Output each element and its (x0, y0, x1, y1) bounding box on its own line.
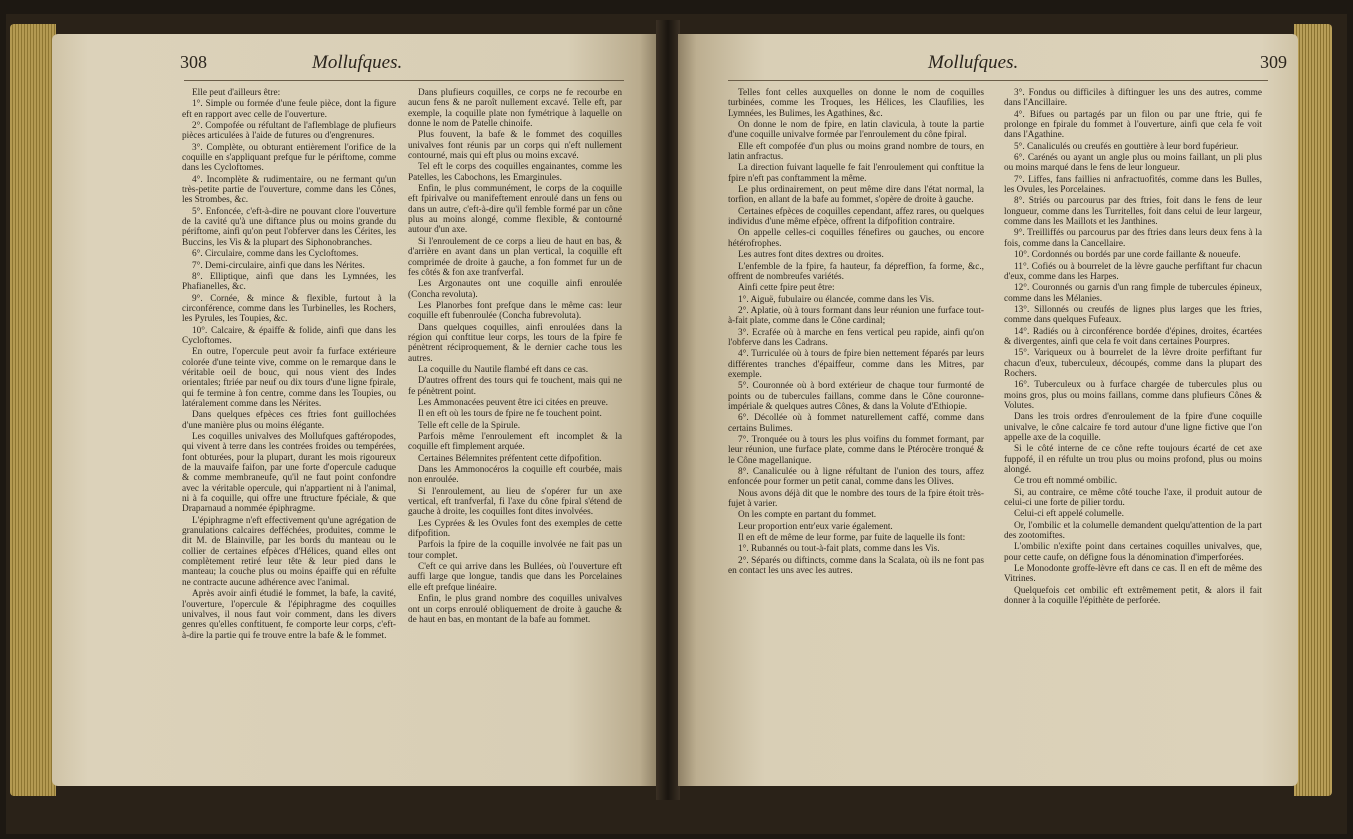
paragraph: 5°. Canaliculés ou creufés en gouttière à leur bord fupérieur. (1014, 141, 1239, 152)
paragraph: Enfin, le plus communément, le corps de la coquille eft fpirivalve ou manifeftement enroulé dans un fens ou dans un autre, c'eft-à-dire qu'il femble formé par un cône plus au moins alongé, comme flexible, & contourné autour d'un axe. (408, 184, 622, 236)
text-column-right (408, 88, 622, 626)
paragraph: On donne le nom de fpire, en latin clavicula, à toute la partie d'une coquille univalve formée par l'enroulement du cône fpiral. (728, 120, 984, 141)
paragraph: Le Monodonte groffe-lèvre eft dans ce cas. Il en eft de même des Vitrines. (1004, 564, 1262, 585)
paragraph: La coquille du Nautile flambé eft dans ce cas. (418, 364, 589, 375)
paragraph: 3°. Complète, ou obturant entièrement l'orifice de la coquille en s'appliquant prefque fur le périftome, comme dans les Cycloftomes. (182, 142, 396, 174)
paragraph: 3°. Ecrafée où à marche en fens vertical peu rapide, ainfi qu'on l'obferve dans les Cadrans. (728, 327, 984, 348)
paragraph: 7°. Liffes, fans faillies ni anfractuofités, comme dans les Bulles, les Ovules, les Porcelaines. (1004, 174, 1262, 196)
page-number: 309 (1260, 52, 1287, 72)
paragraph: Certaines Bélemnites préfentent cette difpofition. (418, 453, 602, 464)
paragraph: La direction fuivant laquelle fe fait l'enroulement qui conftitue la fpire n'eft pas conftamment la même. (728, 163, 984, 184)
paragraph: Le plus ordinairement, on peut même dire dans l'état normal, la torfion, en allant de la bafe au fommet, s'opère de droite à gauche. (728, 185, 984, 206)
paragraph: Nous avons déjà dit que le nombre des tours de la fpire étoit très-fujet à varier. (728, 488, 984, 510)
paragraph: 7°. Tronquée ou à tours les plus voifins du fommet formant, par leur réunion, une furface plate, comme dans le Ptérocère tronqué & le Cône magellanique. (728, 435, 984, 466)
paragraph: 2°. Compofée ou réfultant de l'aflemblage de plufieurs pièces articulées à l'aide de futures ou d'engrenures. (182, 121, 396, 142)
paragraph: Il en eft où les tours de fpire ne fe touchent point. (418, 409, 602, 420)
paragraph: 4°. Bifues ou partagés par un filon ou par une ftrie, qui fe prolonge en fpirale du fommet à l'ouverture, ainfi que cela fe voit dans l'Agathine. (1004, 109, 1262, 141)
paragraph: Les Planorbes font prefque dans le même cas: leur coquille eft fubenroulée (Concha fubrevoluta). (408, 300, 622, 322)
paragraph: 6°. Décollée où à fommet naturellement caffé, comme dans certains Bulimes. (728, 413, 984, 434)
paragraph: C'eft ce qui arrive dans les Bullées, où l'ouverture eft auffi large que longue, tandis que dans les Porcelaines elle eft prefque linéaire. (408, 562, 622, 593)
paragraph: Si, au contraire, ce même côté touche l'axe, il produit autour de celui-ci une forte de pilier tordu. (1004, 487, 1262, 509)
paragraph: Si le côté interne de ce cône refte toujours écarté de cet axe fuppofé, il en réfulte un trou plus ou moins profond, plus ou moins alongé. (1004, 444, 1262, 476)
paragraph: Après avoir ainfi étudié le fommet, la bafe, la cavité, l'ouverture, l'opercule & l'épiphragme des coquilles univalves, il nous faut voir comment, dans les divers genres qu'elles conftituent, fe comporte leur corps, c'eft-à-dire la partie qui fe trouve entre la bafe & le fommet. (182, 589, 396, 641)
paragraph: Ainfi cette fpire peut être: (738, 283, 835, 294)
text-column-left (728, 88, 984, 577)
paragraph: En outre, l'opercule peut avoir fa furface extérieure colorée d'une teinte vive, comme on le remarque dans le véritable oeil de bouc, qui nous vient des Indes orientales; ftriée par neuf ou dix tours d'une ligne fpirale, qui fe termine à fon centre, comme dans les Toupies, ou latéralement comme dans les Nérites. (182, 347, 396, 409)
running-head: Mollufques. (928, 52, 1019, 73)
paragraph: L'épiphragme n'eft effectivement qu'une agrégation de granulations calcaires defféchées, produites, comme le dit M. de Blainville, par les bords du manteau ou le collier de certaines efpèces d'Hélices, quand elles ont complètement retiré leur tête & leur pied dans le manteau; la couche plus ou moins épaiffe qui en réfulte ne contracte aucune adhérence avec l'animal. (182, 515, 396, 588)
text-column-left (182, 88, 396, 642)
paragraph: Les Ammonacées peuvent être ici citées en preuve. (418, 397, 608, 408)
paragraph: 4°. Incomplète & rudimentaire, ou ne fermant qu'un très-petite partie de l'ouverture, comme dans les Cônes, les Strombes, &c. (182, 174, 396, 206)
paragraph: Les coquilles univalves des Mollufques gaftéropodes, qui vivent à terre dans les contrées froides ou tempérées, font obturées, pour la plupart, durant les mois rigoureux de la mauvaife faifon, par une forte d'opercule caduque & comme membraneufe, qu'il ne faut point confondre avec la véritable opercule, qui n'appartient ni à l'animal, ni à fa coquille, qui offre une ftructure fpéciale, & que Draparnaud a nommée épiphragme. (182, 432, 396, 515)
paragraph: 2°. Séparés ou diftincts, comme dans la Scalata, où ils ne font pas en contact les uns avec les autres. (728, 555, 984, 577)
paragraph: Tel eft le corps des coquilles engainantes, comme les Patelles, les Cabochons, les Emarginules. (408, 162, 622, 183)
paragraph: Telles font celles auxquelles on donne le nom de coquilles turbinées, comme les Troques, les Hélices, les Claufilies, les Lymnées, les Bulimes, les Agathines, &c. (728, 88, 984, 119)
paragraph: Si l'enroulement de ce corps a lieu de haut en bas, & d'arrière en avant dans un plan vertical, la coquille eft comprimée de droite à gauche, a fon fommet fur un de fes côtés & fon axe tranfverfal. (408, 236, 622, 278)
paragraph: Les Cyprées & les Ovules font des exemples de cette difpofition. (408, 518, 622, 540)
paragraph: Telle eft celle de la Spirule. (418, 420, 521, 431)
right-page-edges (1294, 24, 1332, 796)
paragraph: 3°. Fondus ou difficiles à diftinguer les uns des autres, comme dans l'Ancillaire. (1004, 88, 1262, 109)
paragraph: 9°. Cornée, & mince & flexible, furtout à la circonférence, comme dans les Turbinelles, les Rochers, les Pyrules, les Toupies, &c. (182, 293, 396, 325)
page-number: 308 (180, 52, 207, 72)
right-page (678, 34, 1298, 786)
paragraph: Parfois même l'enroulement eft incomplet & la coquille eft fimplement arquée. (408, 432, 622, 453)
paragraph: 14°. Radiés ou à circonférence bordée d'épines, droites, écartées & divergentes, ainfi que cela fe voit dans certaines Pourpres. (1004, 326, 1262, 347)
paragraph: 11°. Cofiés ou à bourrelet de la lèvre gauche perfiftant fur chacun d'eux, comme dans les Harpes. (1004, 261, 1262, 282)
paragraph: L'enfemble de la fpire, fa hauteur, fa dépreffion, fa forme, &c., offrent de nombreufes variétés. (728, 261, 984, 282)
paragraph: Plus fouvent, la bafe & le fommet des coquilles univalves font réunis par un corps qui n'eft nullement contourné, mais qui eft plus ou moins excavé. (408, 130, 622, 162)
running-head: Mollufques. (312, 52, 403, 73)
header-rule (728, 80, 1268, 81)
paragraph: D'autres offrent des tours qui fe touchent, mais qui ne fe pénètrent point. (408, 376, 622, 397)
paragraph: L'ombilic n'exifte point dans certaines coquilles univalves, que, pour cette caufe, on défigne fous la dénomination d'imperforées. (1004, 542, 1262, 563)
paragraph: 7°. Demi-circulaire, ainfi que dans les Nérites. (192, 260, 365, 271)
paragraph: Dans quelques coquilles, ainfi enroulées dans la région qui conftitue leur corps, les tours de la fpire fe pénètrent réciproquement, & le dernier cache tous les autres. (408, 322, 622, 364)
paragraph: 2°. Aplatie, où à tours formant dans leur réunion une furface tout-à-fait plate, comme dans le Cône cardinal; (728, 305, 984, 327)
paragraph: On les compte en partant du fommet. (738, 510, 877, 521)
paragraph: Dans quelques efpèces ces ftries font guillochées d'une manière plus ou moins élégante. (182, 410, 396, 431)
paragraph: 8°. Elliptique, ainfi que dans les Lymnées, les Phafianelles, &c. (182, 271, 396, 293)
paragraph: Elle eft compofée d'un plus ou moins grand nombre de tours, en latin anfractus. (728, 141, 984, 163)
book-gutter (656, 20, 680, 800)
paragraph: On appelle celles-ci coquilles fénefires ou gauches, ou encore hétérofrophes. (728, 228, 984, 249)
paragraph: 10°. Calcaire, & épaiffe & folide, ainfi que dans les Cycloftomes. (182, 325, 396, 346)
paragraph: 6°. Carénés ou ayant un angle plus ou moins faillant, un pli plus ou moins marqué dans le fens de leur longueur. (1004, 153, 1262, 174)
paragraph: Quelquefois cet ombilic eft extrêmement petit, & alors il fait donner à la coquille l'épithète de perforée. (1004, 585, 1262, 607)
left-page-edges (10, 24, 56, 796)
paragraph: 8°. Canaliculée ou à ligne réfultant de l'union des tours, affez enfoncée pour former un petit canal, comme dans les Olives. (728, 467, 984, 488)
header-rule (184, 80, 624, 81)
paragraph: 5°. Enfoncée, c'eft-à-dire ne pouvant clore l'ouverture de la cavité qu'à une diftance plus ou moins grande du périftome, ainfi qu'on peut l'obferver dans les Cérites, les Buccins, les Vis & la plupart des Siphonobranches. (182, 206, 396, 248)
paragraph: Les Argonautes ont une coquille ainfi enroulée (Concha revoluta). (408, 279, 622, 300)
paragraph: Or, l'ombilic et la columelle demandent quelqu'attention de la part des zootomiftes. (1004, 520, 1262, 542)
paragraph: Celui-ci eft appelé columelle. (1014, 509, 1124, 520)
paragraph: 8°. Striés ou parcourus par des ftries, foit dans le fens de leur longueur, comme dans les Turritelles, foit dans celui de leur largeur, comme dans les Maillots et les Janthines. (1004, 196, 1262, 228)
paragraph: Ce trou eft nommé ombilic. (1014, 476, 1118, 487)
paragraph: 10°. Cordonnés ou bordés par une corde faillante & noueufe. (1014, 250, 1241, 261)
paragraph: 16°. Tuberculeux ou à furface chargée de tubercules plus ou moins gros, plus ou moins faillans, comme dans plufieurs Cônes & Volutes. (1004, 380, 1262, 411)
paragraph: 1°. Simple ou formée d'une feule pièce, dont la figure eft en rapport avec celle de l'ouverture. (182, 99, 396, 120)
paragraph: Il en eft de même de leur forme, par fuite de laquelle ils font: (738, 533, 966, 544)
paragraph: 12°. Couronnés ou garnis d'un rang fimple de tubercules épineux, comme dans les Mélanies. (1004, 283, 1262, 304)
paragraph: Certaines efpèces de coquilles cependant, affez rares, ou quelques individus d'une même efpèce, offrent la difpofition contraire. (728, 206, 984, 228)
paragraph: Si l'enroulement, au lieu de s'opérer fur un axe vertical, eft tranfverfal, fi l'axe du cône fpiral s'étend de gauche à droite, les coquilles font dites involvées. (408, 486, 622, 518)
paragraph: 5°. Couronnée où à bord extérieur de chaque tour furmonté de points ou de tubercules faillans, comme dans le Cône couronne-impériale & quelques autres Cônes, & dans la Volute d'Ethiopie. (728, 381, 984, 412)
paragraph: 15°. Variqueux ou à bourrelet de la lèvre droite perfiftant fur chacun d'eux, tuberculeux, découpés, comme dans la plupart des Rochers. (1004, 348, 1262, 379)
paragraph: Dans les Ammonocéros la coquille eft courbée, mais non enroulée. (408, 465, 622, 486)
paragraph: Parfois la fpire de la coquille involvée ne fait pas un tour complet. (408, 540, 622, 561)
paragraph: 1°. Rubannés ou tout-à-fait plats, comme dans les Vis. (738, 544, 940, 555)
paragraph: 13°. Sillonnés ou creufés de lignes plus larges que les ftries, comme dans quelques Fufeaux. (1004, 304, 1262, 326)
left-page (52, 34, 658, 786)
paragraph: Elle peut d'ailleurs être: (192, 88, 281, 98)
text-column-right (1004, 88, 1262, 608)
paragraph: Dans les trois ordres d'enroulement de la fpire d'une coquille univalve, le cône calcaire fe tord autour d'une ligne fictive que l'on appelle axe de la coquille. (1004, 412, 1262, 443)
paragraph: Leur proportion entr'eux varie également. (738, 521, 893, 532)
paragraph: Enfin, le plus grand nombre des coquilles univalves ont un corps enroulé obliquement de droite à gauche & de haut en bas, en montant de la bafe au fommet. (408, 594, 622, 625)
paragraph: 6°. Circulaire, comme dans les Cycloftomes. (192, 249, 359, 260)
paragraph: Les autres font dites dextres ou droites. (738, 250, 884, 261)
paragraph: 1°. Aiguë, fubulaire ou élancée, comme dans les Vis. (738, 294, 935, 305)
paragraph: 9°. Treilliffés ou parcourus par des ftries dans leurs deux fens à la fois, comme dans la Cancellaire. (1004, 228, 1262, 249)
paragraph: Dans plufieurs coquilles, ce corps ne fe recourbe en aucun fens & ne paroît nullement excavé. Telle eft, par exemple, la coquille plate non fymétrique à laquelle on donne le nom de Patelle chinoife. (408, 88, 622, 130)
paragraph: 4°. Turriculée où à tours de fpire bien nettement féparés par leurs différentes tranches d'épaiffeur, comme dans les Mitres, par exemple. (728, 349, 984, 380)
